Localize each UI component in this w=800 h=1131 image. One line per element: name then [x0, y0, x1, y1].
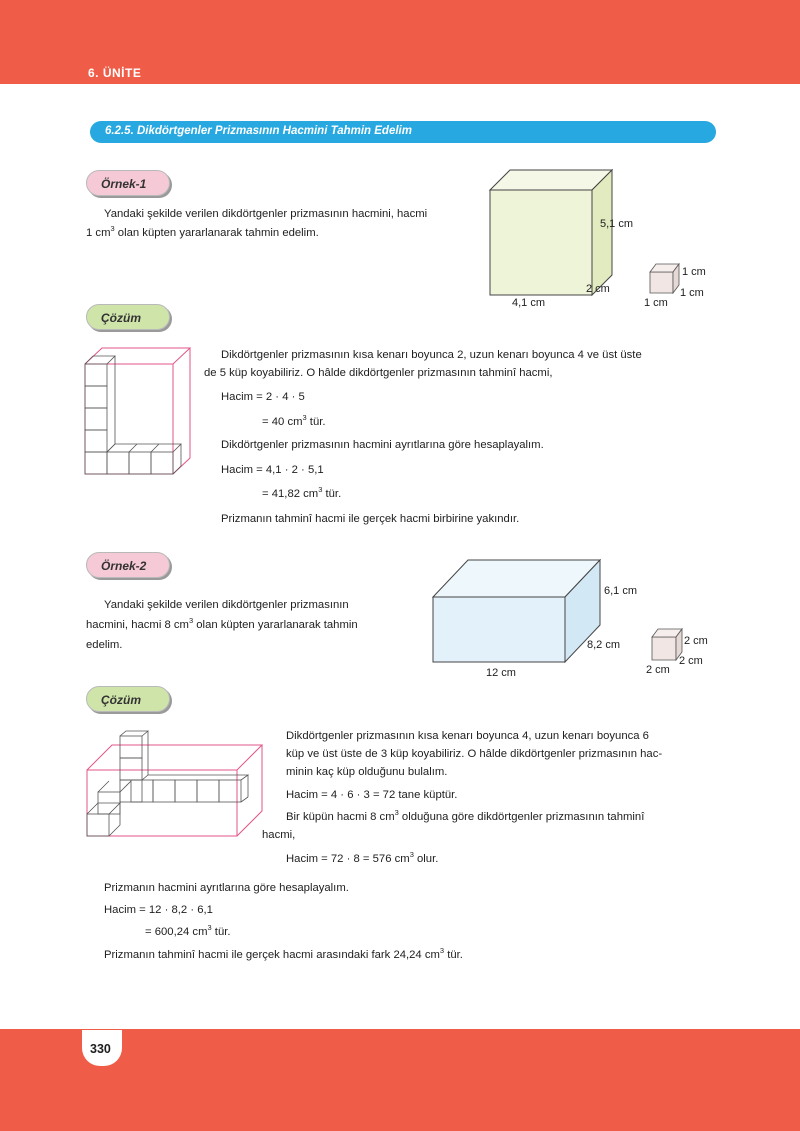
solution-2-eq4: = 600,24 $cm^3$ tür. — [145, 923, 231, 938]
cube-1-height-label: 1 cm — [682, 266, 706, 278]
example-2-line3: edelim. — [86, 639, 123, 651]
cube-2-height-label: 2 cm — [684, 635, 708, 647]
solution-1-eq4: = 41,82 $cm^3$ tür. — [262, 485, 342, 500]
solution-2-cube-figure — [82, 730, 272, 840]
solution-1-line3: Dikdörtgenler prizmasının hacmini ayrıtlarına göre hesaplayalım. — [221, 439, 544, 451]
cube-2-depth-label: 2 cm — [679, 655, 703, 667]
solution-2-eq2: Hacim = 72 · 8 = 576 $cm^3$ olur. — [286, 850, 439, 865]
solution-1-eq1: Hacim = 2 · 4 · 5 — [221, 391, 305, 403]
prism-2-depth-label: 8,2 cm — [587, 639, 621, 651]
page-number: 330 — [90, 1042, 111, 1056]
prism-2-figure — [428, 552, 718, 672]
solution-1-label: Çözüm — [86, 304, 170, 330]
solution-2-line1: Dikdörtgenler prizmasının kısa kenarı boyunca 4, uzun kenarı boyunca 6 — [286, 730, 649, 742]
solution-2-eq3: Hacim = 12 · 8,2 · 6,1 — [104, 904, 213, 916]
prism-2-height-label: 6,1 cm — [604, 585, 638, 597]
prism-1-depth-label: 2 cm — [586, 283, 610, 295]
solution-2-line4: Bir küpün hacmi 8 $cm^3$ olduğuna göre dikdörtgenler prizmasının tahminî — [286, 808, 645, 823]
solution-2-line3: minin kaç küp olduğunu bulalım. — [286, 766, 448, 778]
cube-1-width-label: 1 cm — [644, 297, 668, 309]
cube-1-depth-label: 1 cm — [680, 287, 704, 299]
example-1-text-line2: 1 $cm^3$ olan küpten yararlanarak tahmin edelim. — [86, 224, 319, 239]
prism-1-height-label: 5,1 cm — [600, 218, 634, 230]
solution-1-eq3: Hacim = 4,1 · 2 · 5,1 — [221, 464, 324, 476]
cube-2-width-label: 2 cm — [646, 664, 670, 676]
solution-2-line2: küp ve üst üste de 3 küp koyabiliriz. O hâlde dikdörtgenler prizmasının hac- — [286, 748, 663, 760]
solution-2-line6: Prizmanın hacmini ayrıtlarına göre hesaplayalım. — [104, 882, 349, 894]
solution-2-line7: Prizmanın tahminî hacmi ile gerçek hacmi arasındaki fark 24,24 $cm^3$ tür. — [104, 946, 463, 961]
prism-1-width-label: 4,1 cm — [512, 297, 546, 309]
example-2-line2: hacmini, hacmi 8 $cm^3$ olan küpten yararlanarak tahmin — [86, 616, 358, 631]
solution-1-cube-figure — [82, 342, 197, 482]
example-1-text-line1: Yandaki şekilde verilen dikdörtgenler prizmasının hacmini, hacmi — [104, 208, 428, 220]
solution-2-eq1: Hacim = 4 · 6 · 3 = 72 tane küptür. — [286, 789, 458, 801]
solution-1-line2: de 5 küp koyabiliriz. O hâlde dikdörtgenler prizmasının tahminî hacmi, — [204, 367, 553, 379]
solution-2-label: Çözüm — [86, 686, 170, 712]
solution-2-line5: hacmi, — [262, 829, 296, 841]
example-2-label: Örnek-2 — [86, 552, 170, 578]
solution-1-line4: Prizmanın tahminî hacmi ile gerçek hacmi birbirine yakındır. — [221, 513, 520, 525]
example-2-line1: Yandaki şekilde verilen dikdörtgenler prizmasının — [104, 599, 349, 611]
unit-label: 6. ÜNİTE — [88, 66, 142, 80]
prism-2-width-label: 12 cm — [486, 667, 516, 679]
section-title: 6.2.5. Dikdörtgenler Prizmasının Hacmini Tahmin Edelim — [105, 125, 412, 137]
solution-1-eq2: = 40 $cm^3$ tür. — [262, 413, 326, 428]
solution-1-line1: Dikdörtgenler prizmasının kısa kenarı boyunca 2, uzun kenarı boyunca 4 ve üst üste — [221, 349, 642, 361]
example-1-label: Örnek-1 — [86, 170, 170, 196]
